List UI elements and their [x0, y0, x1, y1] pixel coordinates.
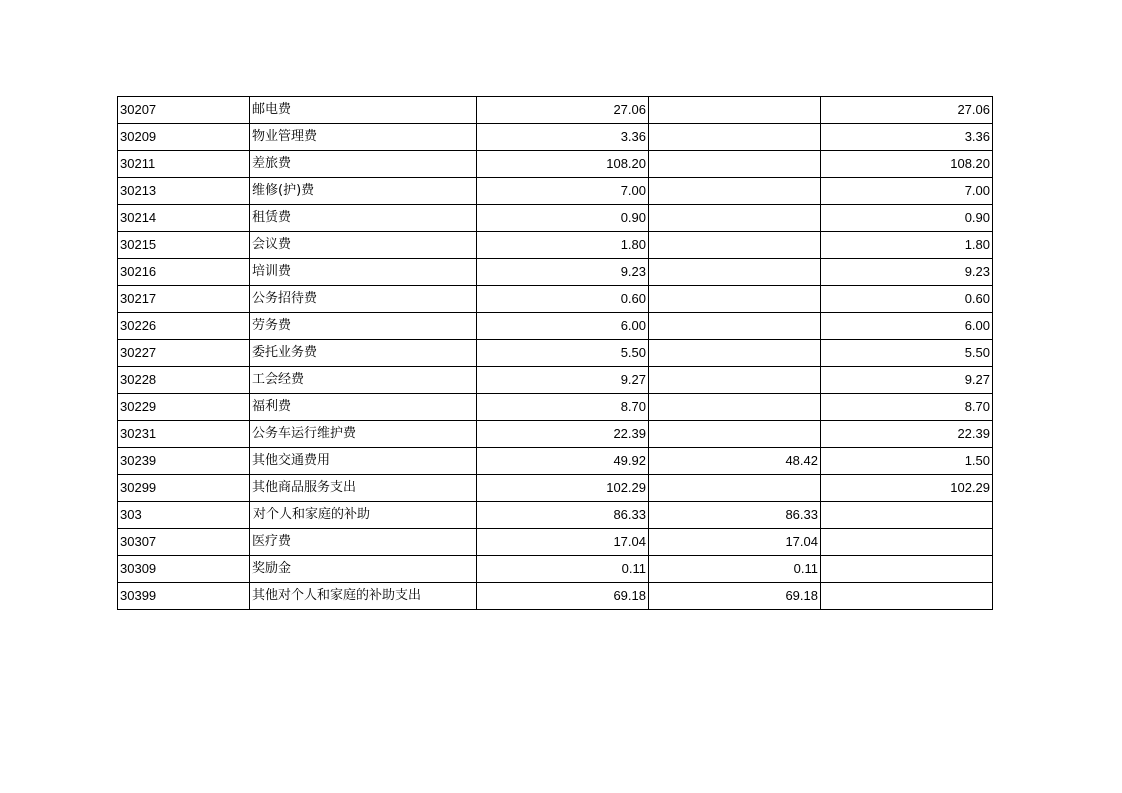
item-name-cell: 邮电费 [250, 97, 477, 124]
code-cell: 30214 [118, 205, 250, 232]
basic-expense-cell [649, 367, 821, 394]
project-expense-cell: 8.70 [821, 394, 993, 421]
project-expense-cell: 108.20 [821, 151, 993, 178]
project-expense-cell [821, 529, 993, 556]
table-row [118, 313, 993, 340]
basic-expense-cell [649, 340, 821, 367]
code-cell: 303 [118, 502, 250, 529]
total-amount-cell: 69.18 [477, 583, 649, 610]
code-cell: 30299 [118, 475, 250, 502]
item-name-cell: 租赁费 [250, 205, 477, 232]
project-expense-cell: 9.27 [821, 367, 993, 394]
total-amount-cell: 6.00 [477, 313, 649, 340]
total-amount-cell: 0.11 [477, 556, 649, 583]
total-amount-cell: 17.04 [477, 529, 649, 556]
project-expense-cell [821, 583, 993, 610]
basic-expense-cell [649, 205, 821, 232]
table-row [118, 259, 993, 286]
code-cell: 30307 [118, 529, 250, 556]
item-name-cell: 奖励金 [250, 556, 477, 583]
total-amount-cell: 9.27 [477, 367, 649, 394]
basic-expense-cell [649, 421, 821, 448]
total-amount-cell: 27.06 [477, 97, 649, 124]
project-expense-cell: 102.29 [821, 475, 993, 502]
table-row [118, 421, 993, 448]
basic-expense-cell [649, 394, 821, 421]
item-name-cell: 公务车运行维护费 [250, 421, 477, 448]
basic-expense-cell: 69.18 [649, 583, 821, 610]
basic-expense-cell: 48.42 [649, 448, 821, 475]
project-expense-cell: 5.50 [821, 340, 993, 367]
basic-expense-cell [649, 151, 821, 178]
total-amount-cell: 22.39 [477, 421, 649, 448]
table-row [118, 124, 993, 151]
table-row [118, 583, 993, 610]
item-name-cell: 委托业务费 [250, 340, 477, 367]
code-cell: 30215 [118, 232, 250, 259]
table-row [118, 475, 993, 502]
code-cell: 30226 [118, 313, 250, 340]
table-row [118, 394, 993, 421]
table-row [118, 97, 993, 124]
table-row [118, 205, 993, 232]
code-cell: 30217 [118, 286, 250, 313]
budget-table-body [118, 97, 993, 610]
project-expense-cell: 3.36 [821, 124, 993, 151]
basic-expense-cell [649, 259, 821, 286]
total-amount-cell: 49.92 [477, 448, 649, 475]
basic-expense-cell: 17.04 [649, 529, 821, 556]
code-cell: 30216 [118, 259, 250, 286]
project-expense-cell: 0.60 [821, 286, 993, 313]
code-cell: 30227 [118, 340, 250, 367]
project-expense-cell: 6.00 [821, 313, 993, 340]
total-amount-cell: 8.70 [477, 394, 649, 421]
table-row [118, 448, 993, 475]
code-cell: 30213 [118, 178, 250, 205]
total-amount-cell: 1.80 [477, 232, 649, 259]
total-amount-cell: 7.00 [477, 178, 649, 205]
project-expense-cell [821, 502, 993, 529]
total-amount-cell: 5.50 [477, 340, 649, 367]
code-cell: 30399 [118, 583, 250, 610]
item-name-cell: 劳务费 [250, 313, 477, 340]
basic-expense-cell [649, 286, 821, 313]
project-expense-cell [821, 556, 993, 583]
total-amount-cell: 0.60 [477, 286, 649, 313]
total-amount-cell: 102.29 [477, 475, 649, 502]
item-name-cell: 医疗费 [250, 529, 477, 556]
table-row [118, 178, 993, 205]
table-row [118, 529, 993, 556]
table-row [118, 340, 993, 367]
project-expense-cell: 22.39 [821, 421, 993, 448]
code-cell: 30309 [118, 556, 250, 583]
project-expense-cell: 1.50 [821, 448, 993, 475]
code-cell: 30207 [118, 97, 250, 124]
code-cell: 30231 [118, 421, 250, 448]
item-name-cell: 其他商品服务支出 [250, 475, 477, 502]
project-expense-cell: 7.00 [821, 178, 993, 205]
table-row [118, 286, 993, 313]
basic-expense-cell [649, 475, 821, 502]
project-expense-cell: 27.06 [821, 97, 993, 124]
table-row [118, 502, 993, 529]
total-amount-cell: 108.20 [477, 151, 649, 178]
item-name-cell: 对个人和家庭的补助 [250, 502, 477, 529]
total-amount-cell: 9.23 [477, 259, 649, 286]
item-name-cell: 其他对个人和家庭的补助支出 [250, 583, 477, 610]
code-cell: 30228 [118, 367, 250, 394]
code-cell: 30229 [118, 394, 250, 421]
total-amount-cell: 0.90 [477, 205, 649, 232]
item-name-cell: 公务招待费 [250, 286, 477, 313]
basic-expense-cell [649, 178, 821, 205]
table-row [118, 232, 993, 259]
code-cell: 30239 [118, 448, 250, 475]
item-name-cell: 维修(护)费 [250, 178, 477, 205]
item-name-cell: 其他交通费用 [250, 448, 477, 475]
item-name-cell: 工会经费 [250, 367, 477, 394]
code-cell: 30209 [118, 124, 250, 151]
item-name-cell: 会议费 [250, 232, 477, 259]
basic-expense-cell [649, 313, 821, 340]
total-amount-cell: 86.33 [477, 502, 649, 529]
table-row [118, 367, 993, 394]
code-cell: 30211 [118, 151, 250, 178]
table-row [118, 556, 993, 583]
basic-expense-cell: 0.11 [649, 556, 821, 583]
item-name-cell: 培训费 [250, 259, 477, 286]
basic-expense-cell [649, 124, 821, 151]
project-expense-cell: 0.90 [821, 205, 993, 232]
basic-expense-cell [649, 97, 821, 124]
basic-expense-cell [649, 232, 821, 259]
item-name-cell: 物业管理费 [250, 124, 477, 151]
basic-expense-cell: 86.33 [649, 502, 821, 529]
project-expense-cell: 9.23 [821, 259, 993, 286]
table-row [118, 151, 993, 178]
total-amount-cell: 3.36 [477, 124, 649, 151]
budget-table [117, 96, 993, 610]
project-expense-cell: 1.80 [821, 232, 993, 259]
item-name-cell: 差旅费 [250, 151, 477, 178]
item-name-cell: 福利费 [250, 394, 477, 421]
